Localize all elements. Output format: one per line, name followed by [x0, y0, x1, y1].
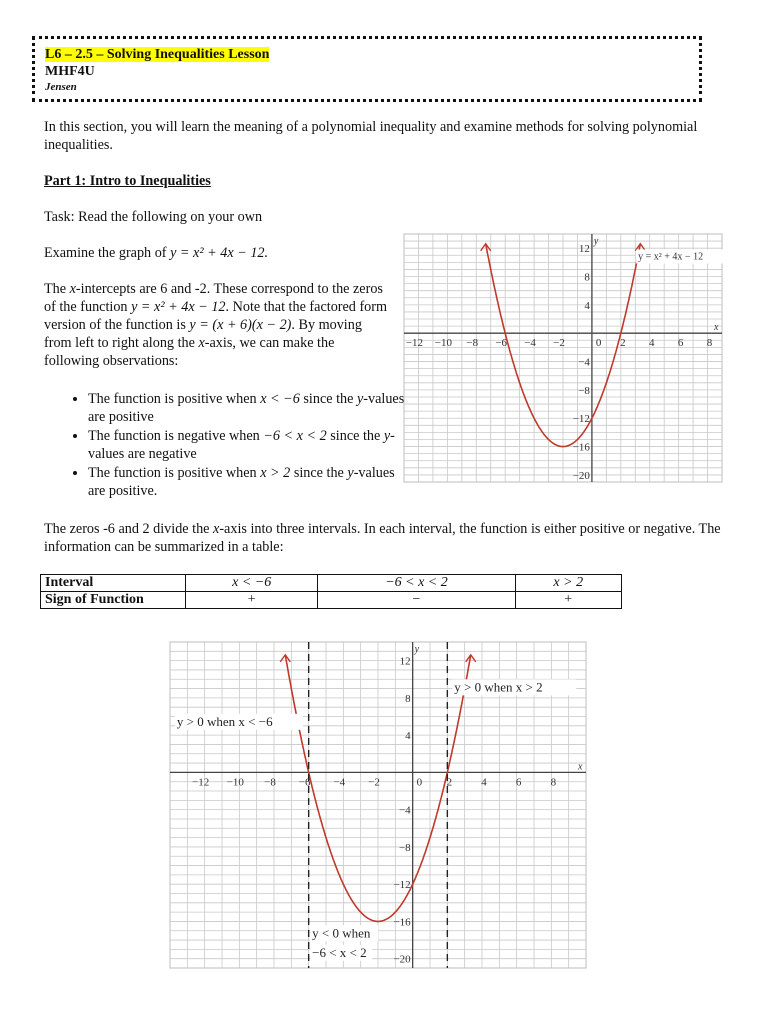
interval-cell: x < −6 — [186, 575, 318, 592]
zeros-var: x — [213, 521, 220, 537]
examine-text — [44, 244, 268, 262]
y-tick-label: 8 — [405, 692, 411, 705]
zeros-a: The zeros -6 and 2 divide the — [44, 521, 214, 537]
obs-text: since the — [290, 465, 348, 481]
y-tick-label: 4 — [584, 299, 590, 312]
x-axis-label: x — [578, 761, 583, 773]
annotation-right: y > 0 when x > 2 — [454, 679, 543, 695]
x-tick-label: 4 — [648, 337, 655, 350]
examine-prefix: Examine the graph of — [44, 245, 171, 261]
y-tick-label: 8 — [584, 271, 590, 284]
x-tick-label: 2 — [446, 776, 453, 789]
row-label-interval: Interval — [41, 575, 186, 592]
table-row — [41, 575, 622, 592]
obs-math: −6 < x < 2 — [263, 428, 327, 444]
x-tick-label: 2 — [620, 337, 626, 350]
x-tick-label: 8 — [706, 337, 713, 350]
x-tick-label: −2 — [368, 776, 380, 789]
examine-equation: y = x² + 4x − 12. — [170, 245, 269, 261]
x-tick-label: 6 — [677, 337, 684, 350]
explanation-var2: x — [198, 335, 205, 351]
obs-text: The function is negative when — [88, 428, 264, 444]
y-tick-label: −12 — [393, 879, 411, 892]
x-tick-label: 0 — [595, 337, 602, 350]
obs-text: -values are positive — [88, 391, 405, 425]
explanation-c: . Note that the factored form version of the function is — [44, 299, 388, 333]
obs-var: y — [383, 428, 391, 444]
list-item — [88, 390, 406, 426]
x-tick-label: −10 — [434, 337, 452, 350]
y-tick-label: −8 — [398, 841, 411, 854]
obs-var: y — [347, 465, 354, 481]
row-label-sign: Sign of Function — [41, 592, 186, 609]
explanation-eq2: y = (x + 6)(x − 2) — [189, 317, 292, 333]
x-tick-label: −2 — [553, 337, 565, 350]
list-item — [88, 427, 406, 463]
obs-text: The function is positive when — [88, 391, 261, 407]
obs-math: x < −6 — [260, 391, 300, 407]
x-tick-label: −8 — [264, 776, 276, 789]
x-tick-label: 8 — [550, 776, 557, 789]
interval-cell: x > 2 — [515, 575, 621, 592]
y-tick-label: −16 — [393, 916, 411, 929]
annotation-bottom-2: −6 < x < 2 — [312, 944, 367, 960]
x-tick-label: −10 — [226, 776, 244, 789]
explanation-b: -intercepts are 6 and -2. These correspond to the zeros of the function — [44, 281, 383, 315]
observations-list — [64, 390, 406, 501]
x-tick-label: −6 — [298, 776, 311, 789]
x-tick-label: 4 — [481, 776, 487, 789]
explanation-e: -axis, we can make the following observations: — [44, 335, 335, 369]
y-tick-label: −8 — [578, 384, 590, 397]
course-code: MHF4U — [45, 64, 95, 79]
y-axis-label: y — [414, 644, 420, 655]
x-tick-label: 0 — [416, 776, 423, 789]
y-tick-label: −16 — [572, 441, 590, 454]
obs-text: -values are positive. — [88, 465, 395, 499]
interval-cell: −6 < x < 2 — [318, 575, 515, 592]
intro-paragraph: In this section, you will learn the meaning of a polynomial inequality and examine methods for solving polynomial inequalities. — [44, 119, 698, 153]
y-tick-label: −4 — [578, 356, 590, 369]
sign-cell: − — [318, 592, 515, 609]
sign-cell: + — [186, 592, 318, 609]
zeros-paragraph — [44, 520, 734, 556]
curve-label: y = x² + 4x − 12 — [638, 251, 704, 263]
obs-math: x > 2 — [260, 465, 291, 481]
obs-text: since the — [326, 428, 384, 444]
explanation-eq1: y = x² + 4x − 12 — [131, 299, 226, 315]
header-box — [32, 36, 702, 102]
annotation-bottom-1: y < 0 when — [312, 925, 371, 941]
sign-cell: + — [515, 592, 621, 609]
obs-var: y — [356, 391, 364, 407]
table-row — [41, 592, 622, 609]
annotation-left: y > 0 when x < −6 — [176, 713, 273, 729]
x-tick-label: −12 — [192, 776, 210, 789]
list-item — [88, 464, 406, 500]
x-tick-label: −6 — [495, 337, 508, 350]
explanation-d: . By moving from left to right along the — [44, 317, 362, 351]
task-text: Task: Read the following on your own — [44, 209, 263, 225]
x-tick-label: −4 — [333, 776, 346, 789]
x-tick-label: −12 — [405, 337, 424, 350]
lesson-title: L6 – 2.5 – Solving Inequalities Lesson — [45, 47, 270, 62]
sign-table — [40, 574, 622, 609]
explanation-var: x — [69, 281, 76, 297]
obs-text: The function is positive when — [88, 465, 261, 481]
x-tick-label: −8 — [466, 337, 479, 350]
parabola-graph-1 — [402, 232, 724, 484]
explanation-a: The — [44, 281, 70, 297]
parabola-graph-2 — [168, 640, 588, 970]
y-tick-label: −4 — [398, 804, 411, 817]
x-axis-label: x — [714, 322, 719, 334]
y-axis-label: y — [593, 236, 599, 247]
y-tick-label: 4 — [405, 730, 411, 743]
y-tick-label: −20 — [572, 469, 590, 482]
y-tick-label: −20 — [393, 953, 411, 966]
y-tick-label: 12 — [578, 243, 590, 256]
y-tick-label: 12 — [399, 655, 411, 668]
part-1-title: Part 1: Intro to Inequalities — [44, 173, 211, 189]
explanation-paragraph — [44, 280, 389, 370]
teacher-name: Jensen — [45, 81, 77, 93]
obs-text: -values are negative — [88, 428, 395, 462]
y-tick-label: −12 — [572, 413, 590, 426]
x-tick-label: 6 — [515, 776, 522, 789]
zeros-b: -axis into three intervals. In each interval, the function is either positive or negative. The information can be summarized in a table: — [44, 521, 721, 555]
obs-text: since the — [299, 391, 357, 407]
x-tick-label: −4 — [524, 337, 536, 350]
